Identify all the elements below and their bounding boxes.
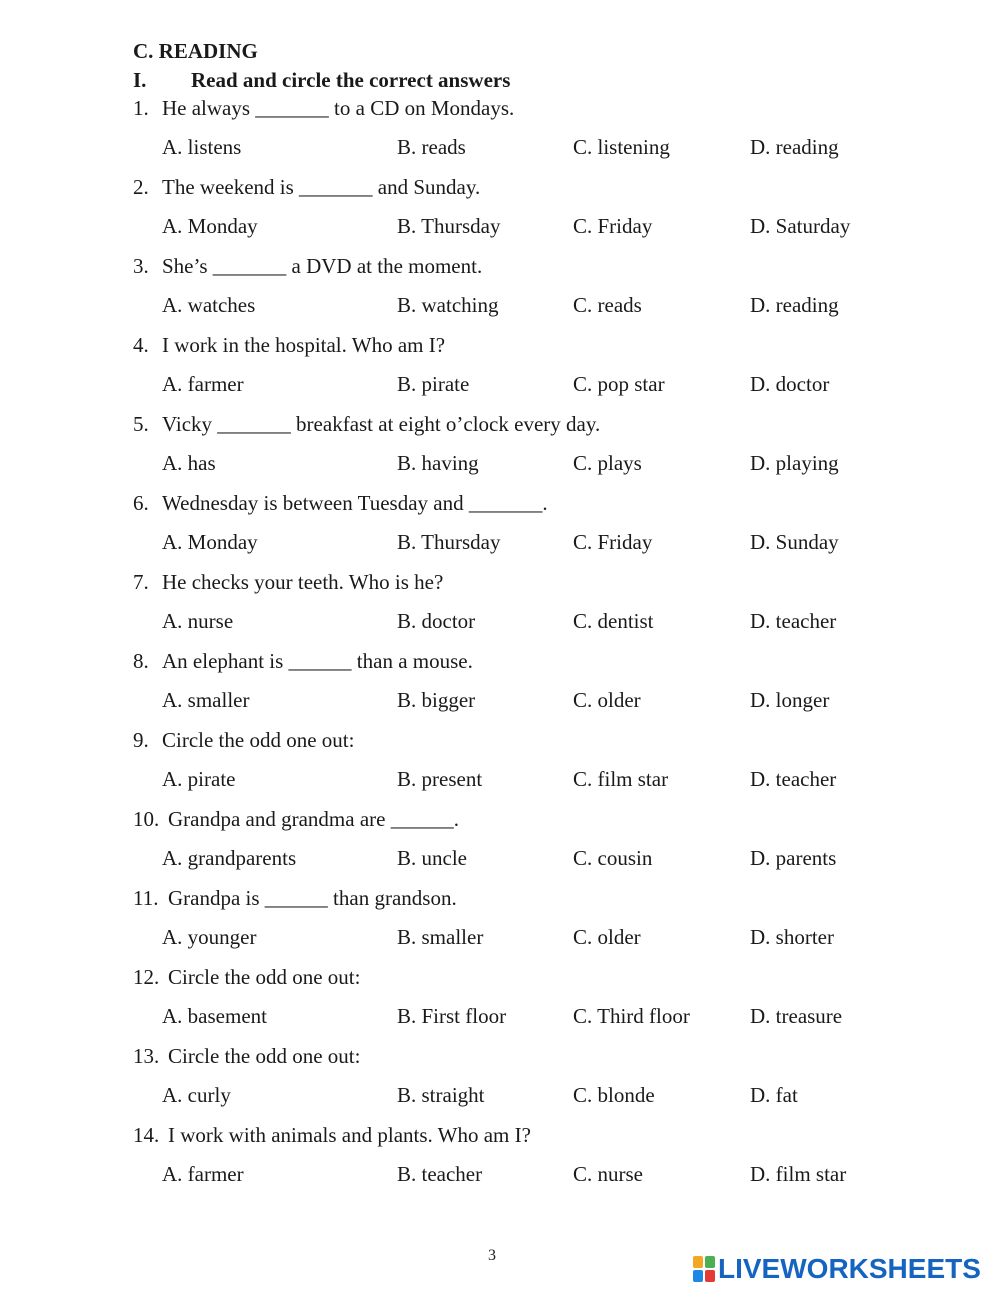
answer-option-a[interactable]: A. nurse [162,609,234,633]
question-number: 5. [133,412,149,436]
answer-option-b[interactable]: B. bigger [397,688,476,712]
question-number: 4. [133,333,149,357]
question-line [133,95,913,121]
question-item [133,411,913,490]
answer-options [133,292,913,318]
question-number: 6. [133,491,149,515]
question-item [133,95,913,174]
answer-option-d[interactable]: D. Saturday [750,214,851,238]
answer-option-a[interactable]: A. pirate [162,767,236,791]
answer-option-c[interactable]: C. pop star [573,372,665,396]
question-list [133,95,913,1201]
question-number: 12. [133,965,160,989]
answer-option-a[interactable]: A. smaller [162,688,250,712]
question-line [133,569,913,595]
answer-option-c[interactable]: C. Third floor [573,1004,690,1028]
answer-option-a[interactable]: A. curly [162,1083,231,1107]
answer-option-c[interactable]: C. listening [573,135,670,159]
answer-option-b[interactable]: B. pirate [397,372,470,396]
answer-option-b[interactable]: B. having [397,451,479,475]
answer-options [133,529,913,555]
question-item [133,253,913,332]
answer-options [133,1082,913,1108]
answer-options [133,845,913,871]
question-text: I work in the hospital. Who am I? [162,333,446,357]
answer-option-b[interactable]: B. First floor [397,1004,507,1028]
question-number: 2. [133,175,149,199]
question-item [133,490,913,569]
answer-options [133,450,913,476]
question-text: She’s _______ a DVD at the moment. [162,254,483,278]
answer-option-b[interactable]: B. straight [397,1083,485,1107]
answer-option-b[interactable]: B. Thursday [397,214,501,238]
answer-option-d[interactable]: D. parents [750,846,837,870]
answer-option-d[interactable]: D. longer [750,688,830,712]
question-number: 1. [133,96,149,120]
question-text: An elephant is ______ than a mouse. [162,649,473,673]
question-number: 14. [133,1123,160,1147]
question-text: Wednesday is between Tuesday and _______. [162,491,548,515]
question-text: He always _______ to a CD on Mondays. [162,96,515,120]
answer-option-c[interactable]: C. blonde [573,1083,655,1107]
question-line [133,490,913,516]
question-text: Grandpa is ______ than grandson. [168,886,457,910]
question-number: 3. [133,254,149,278]
question-number: 11. [133,886,159,910]
liveworksheets-logo [693,1254,981,1284]
question-number: 13. [133,1044,160,1068]
answer-options [133,608,913,634]
question-item [133,885,913,964]
answer-option-d[interactable]: D. treasure [750,1004,843,1028]
answer-option-a[interactable]: A. watches [162,293,256,317]
answer-option-c[interactable]: C. Friday [573,214,653,238]
answer-option-d[interactable]: D. Sunday [750,530,839,554]
question-line [133,648,913,674]
question-line [133,1122,913,1148]
answer-option-d[interactable]: D. teacher [750,767,837,791]
answer-option-b[interactable]: B. uncle [397,846,467,870]
answer-option-d[interactable]: D. playing [750,451,839,475]
answer-option-c[interactable]: C. reads [573,293,642,317]
question-line [133,253,913,279]
answer-option-d[interactable]: D. shorter [750,925,834,949]
answer-option-a[interactable]: A. listens [162,135,242,159]
question-number: 7. [133,570,149,594]
answer-option-c[interactable]: C. plays [573,451,642,475]
question-item [133,1043,913,1122]
question-item [133,806,913,885]
answer-option-c[interactable]: C. older [573,925,641,949]
subsection-number: I. [133,68,147,92]
answer-option-c[interactable]: C. Friday [573,530,653,554]
answer-option-b[interactable]: B. smaller [397,925,484,949]
question-item [133,964,913,1043]
answer-option-c[interactable]: C. dentist [573,609,654,633]
answer-option-d[interactable]: D. doctor [750,372,830,396]
answer-option-d[interactable]: D. teacher [750,609,837,633]
answer-option-a[interactable]: A. basement [162,1004,267,1028]
answer-option-b[interactable]: B. present [397,767,483,791]
question-item [133,1122,913,1201]
answer-options [133,213,913,239]
question-line [133,1043,913,1069]
question-item [133,332,913,411]
answer-option-a[interactable]: A. farmer [162,372,244,396]
answer-option-b[interactable]: B. watching [397,293,499,317]
question-text: I work with animals and plants. Who am I? [168,1123,531,1147]
page-number: 3 [488,1247,496,1264]
answer-option-d[interactable]: D. film star [750,1162,847,1186]
question-line [133,332,913,358]
answer-option-a[interactable]: A. grandparents [162,846,297,870]
question-number: 8. [133,649,149,673]
answer-options [133,371,913,397]
question-text: Circle the odd one out: [168,1044,361,1068]
answer-option-d[interactable]: D. reading [750,293,839,317]
question-text: The weekend is _______ and Sunday. [162,175,481,199]
question-item [133,727,913,806]
answer-option-c[interactable]: C. nurse [573,1162,643,1186]
question-number: 9. [133,728,149,752]
question-text: He checks your teeth. Who is he? [162,570,444,594]
question-number: 10. [133,807,160,831]
answer-option-b[interactable]: B. teacher [397,1162,483,1186]
answer-options [133,766,913,792]
subsection-heading [133,67,510,93]
answer-option-a[interactable]: A. farmer [162,1162,244,1186]
question-line [133,964,913,990]
answer-options [133,924,913,950]
question-text: Circle the odd one out: [162,728,355,752]
answer-option-b[interactable]: B. reads [397,135,466,159]
question-item [133,648,913,727]
answer-option-a[interactable]: A. has [162,451,216,475]
answer-option-b[interactable]: B. doctor [397,609,476,633]
question-text: Grandpa and grandma are ______. [168,807,459,831]
answer-option-a[interactable]: A. Monday [162,214,258,238]
answer-option-c[interactable]: C. older [573,688,641,712]
answer-option-d[interactable]: D. fat [750,1083,798,1107]
subsection-title: Read and circle the correct answers [191,68,511,92]
question-line [133,174,913,200]
question-line [133,411,913,437]
question-line [133,885,913,911]
answer-option-b[interactable]: B. Thursday [397,530,501,554]
answer-options [133,134,913,160]
answer-options [133,1161,913,1187]
question-text: Circle the odd one out: [168,965,361,989]
question-line [133,727,913,753]
question-item [133,174,913,253]
question-line [133,806,913,832]
question-text: Vicky _______ breakfast at eight o’clock every day. [162,412,601,436]
answer-options [133,687,913,713]
answer-option-a[interactable]: A. younger [162,925,257,949]
answer-option-d[interactable]: D. reading [750,135,839,159]
answer-option-a[interactable]: A. Monday [162,530,258,554]
section-title: C. READING [133,39,258,63]
answer-option-c[interactable]: C. cousin [573,846,653,870]
answer-options [133,1003,913,1029]
brand-name: LIVEWORKSHEETS [718,1253,981,1284]
logo-icon [693,1256,715,1282]
answer-option-c[interactable]: C. film star [573,767,669,791]
question-item [133,569,913,648]
